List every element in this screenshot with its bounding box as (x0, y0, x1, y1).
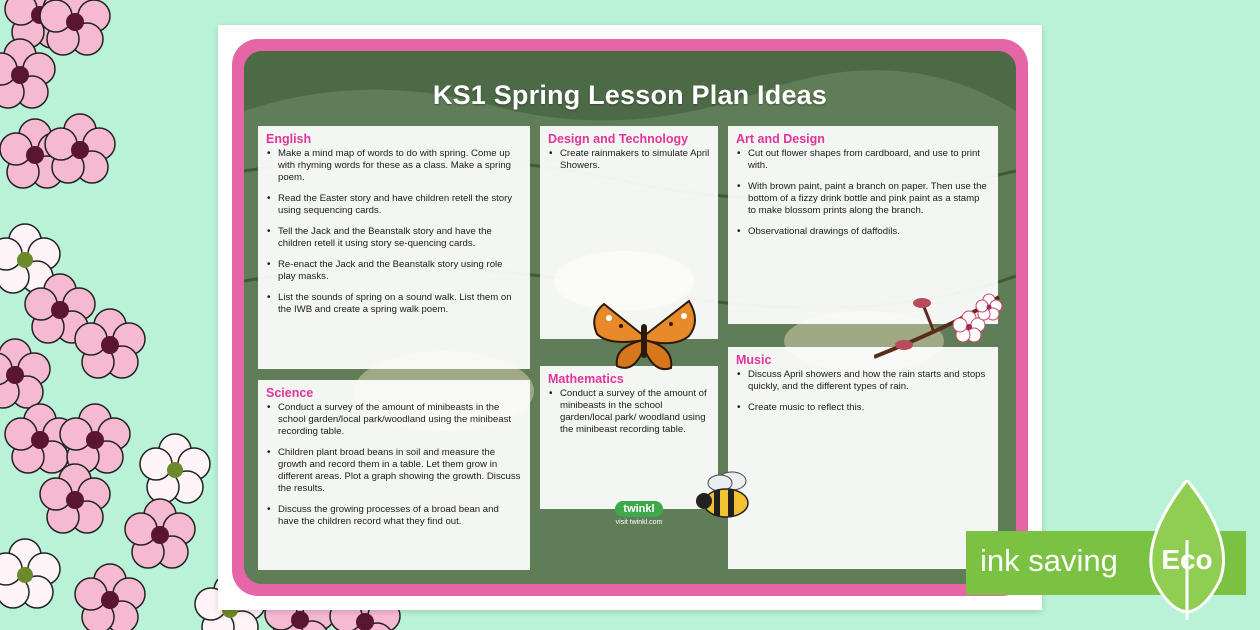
design-technology-heading: Design and Technology (548, 132, 689, 146)
mathematics-heading: Mathematics (548, 372, 624, 386)
poster-board (244, 51, 1016, 584)
list-item: • Create music to reflect this. (736, 402, 990, 414)
english-card (258, 126, 530, 369)
list-item: • Re-enact the Jack and the Beanstalk story using role play masks. (266, 259, 522, 283)
list-item: • Conduct a survey of the amount of minibeasts in the school garden/local park/woodland using the minibeast recording table. (266, 402, 522, 438)
twinkl-brand: twinkl (615, 501, 662, 517)
list-item: • Discuss the growing processes of a broad bean and have the children record what they find out. (266, 504, 522, 528)
ink-saving-label: ink saving (980, 543, 1118, 578)
list-item: • Tell the Jack and the Beanstalk story and have the children retell it using story se-quencing cards. (266, 226, 522, 250)
science-heading: Science (266, 386, 314, 400)
list-item: • Make a mind map of words to do with spring. Come up with rhyming words for these as a class. Make a spring poem. (266, 148, 522, 184)
list-item: • Discuss April showers and how the rain starts and stops quickly, and the different types of rain. (736, 369, 990, 393)
list-item: • Observational drawings of daffodils. (736, 226, 990, 238)
list-item: • Read the Easter story and have children retell the story using sequencing cards. (266, 193, 522, 217)
list-item: • Create rainmakers to simulate April Showers. (548, 148, 710, 172)
music-card (728, 347, 998, 569)
twinkl-logo (599, 499, 679, 526)
butterfly-icon (589, 296, 699, 376)
poster-frame (232, 39, 1028, 596)
list-item: • Children plant broad beans in soil and measure the growth and record them in a table. Let them grow in different areas. Plot a graph showing the growth. Discuss the results. (266, 447, 522, 495)
science-card (258, 380, 530, 570)
list-item: • With brown paint, paint a branch on paper. Then use the bottom of a fizzy drink bottle and pink paint as a stamp to make blossom prints along the branch. (736, 181, 990, 217)
music-heading: Music (736, 353, 772, 367)
list-item: • Conduct a survey of the amount of minibeasts in the school garden/local park/ woodland using the minibeast recording table. (548, 388, 710, 436)
bee-icon (692, 471, 762, 526)
english-heading: English (266, 132, 312, 146)
list-item: • List the sounds of spring on a sound walk. List them on the IWB and create a spring walk poem. (266, 292, 522, 316)
art-design-heading: Art and Design (736, 132, 825, 146)
twinkl-url: visit twinkl.com (615, 519, 663, 526)
poster-sheet (218, 25, 1042, 610)
blossom-branch-icon (874, 287, 1004, 362)
eco-tag: Eco (1161, 544, 1213, 575)
list-item: • Cut out flower shapes from cardboard, and use to print with. (736, 148, 990, 172)
poster-title: KS1 Spring Lesson Plan Ideas (432, 80, 828, 110)
